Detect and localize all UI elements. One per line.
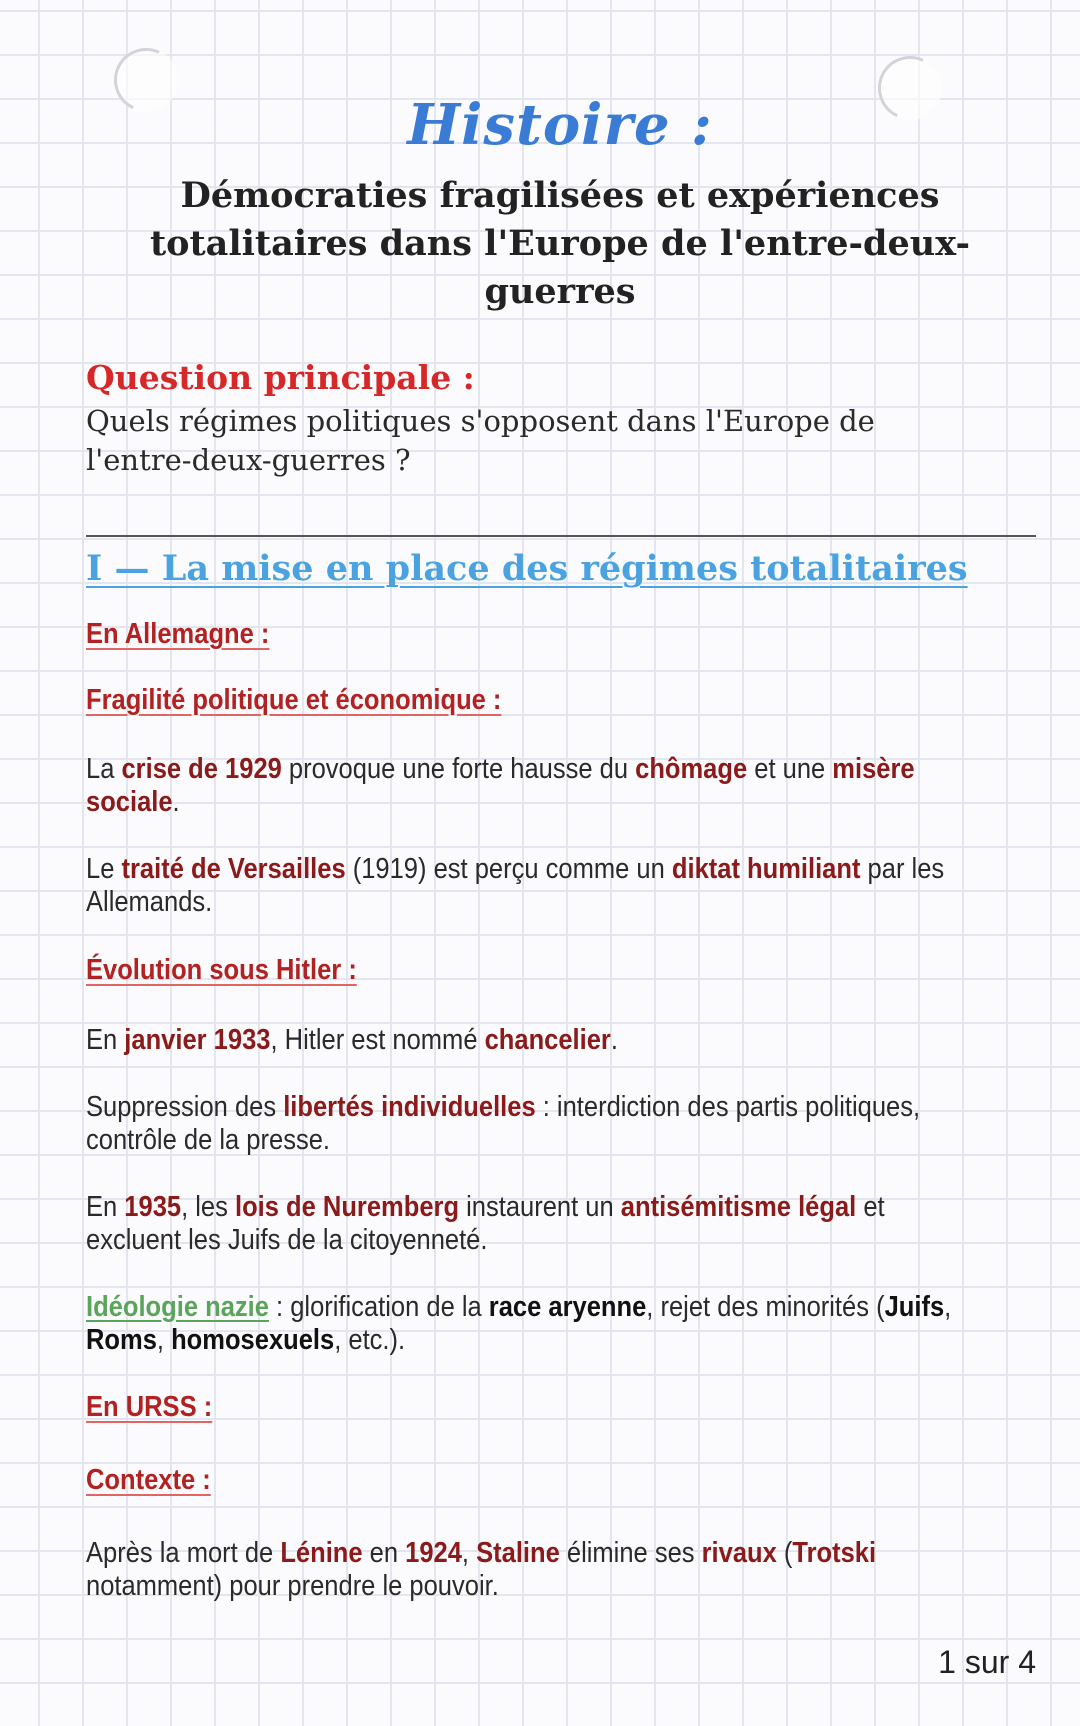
paragraph-crise: La crise de 1929 provoque une forte hausse du chômage et une misère sociale.	[86, 753, 915, 818]
paragraph-staline: Après la mort de Lénine en 1924, Staline élimine ses rivaux (Trotski notamment) pour prendre le pouvoir.	[86, 1537, 877, 1602]
paragraph-libertes: Suppression des libertés individuelles : interdiction des partis politiques, contrôle de la presse.	[86, 1091, 921, 1156]
page-title: Histoire :	[407, 92, 713, 158]
section-heading: I — La mise en place des régimes totalitaires	[86, 548, 968, 589]
question-label: Question principale :	[86, 358, 475, 397]
heading-urss: En URSS :	[86, 1391, 213, 1423]
paragraph-nuremberg: En 1935, les lois de Nuremberg instaurent un antisémitisme légal et excluent les Juifs de la citoyenneté.	[86, 1191, 885, 1256]
page-subtitle: Démocraties fragilisées et expériences totalitaires dans l'Europe de l'entre-deux- guerres	[149, 175, 971, 312]
heading-evolution: Évolution sous Hitler :	[86, 954, 357, 986]
paragraph-ideologie: Idéologie nazie : glorification de la race aryenne, rejet des minorités (Juifs, Roms, homosexuels, etc.).	[86, 1291, 952, 1356]
heading-allemagne: En Allemagne :	[86, 618, 270, 650]
section-divider	[86, 535, 1036, 537]
heading-fragilite: Fragilité politique et économique :	[86, 684, 502, 716]
page-counter: 1 sur 4	[938, 1644, 1036, 1680]
paragraph-chancelier: En janvier 1933, Hitler est nommé chancelier.	[86, 1024, 618, 1056]
paragraph-versailles: Le traité de Versailles (1919) est perçu comme un diktat humiliant par les Allemands.	[86, 853, 945, 918]
heading-contexte: Contexte :	[86, 1464, 211, 1496]
question-text: Quels régimes politiques s'opposent dans l'Europe de l'entre-deux-guerres ?	[86, 404, 875, 477]
